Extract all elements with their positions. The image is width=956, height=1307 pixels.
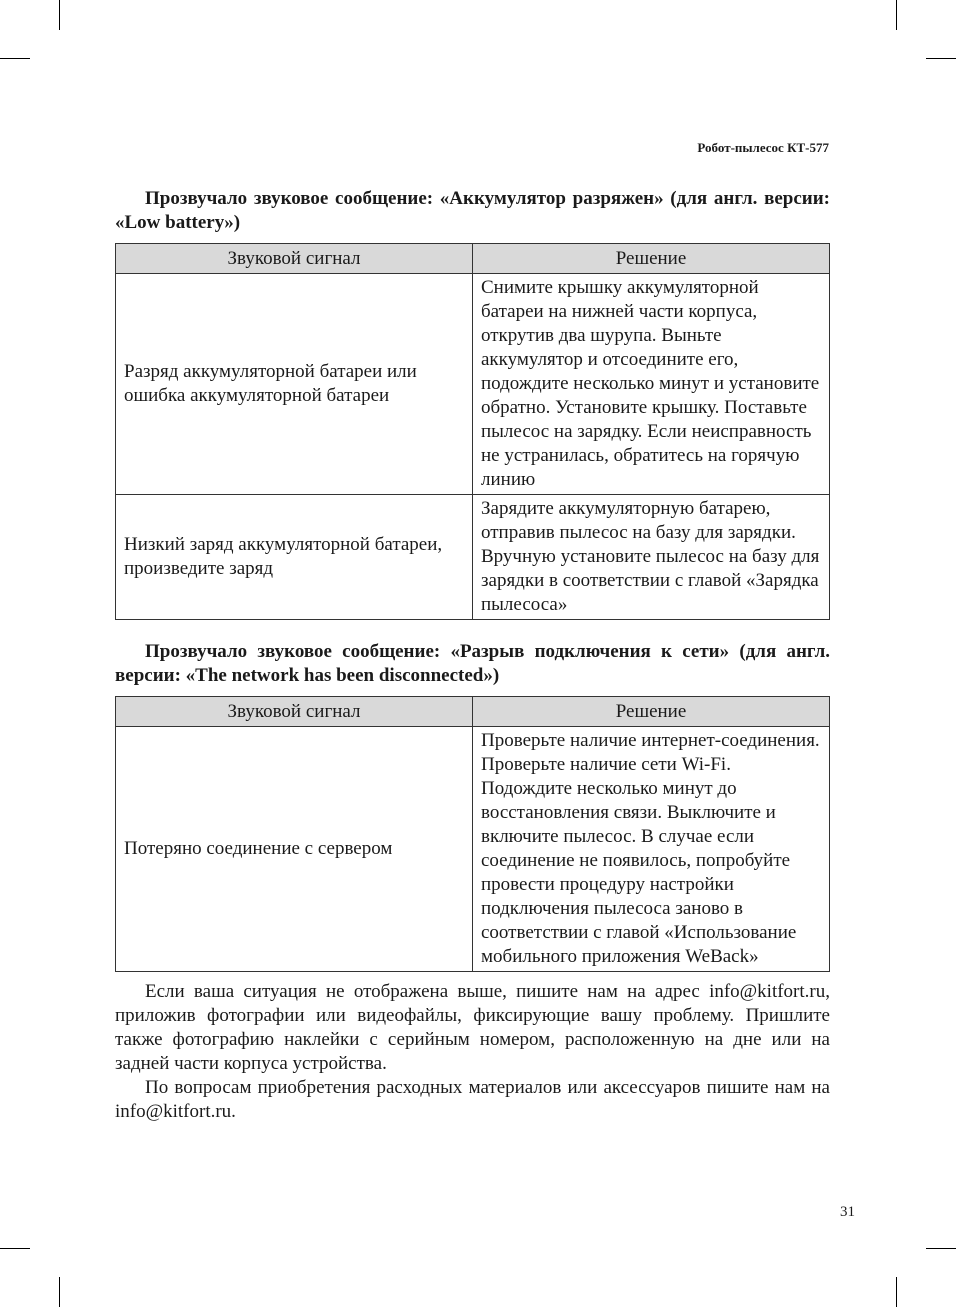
crop-mark	[59, 0, 60, 30]
column-header-signal: Звуковой сигнал	[116, 697, 473, 727]
solution-cell: Проверьте наличие интернет-соединения. Проверьте наличие сети Wi-Fi. Подождите несколько минут до восстановления связи. Выключите и включите пылесос. В случае если соединение не появилось, попробуйте провести процедуру настройки подключения пылесоса заново в соответствии с главой «Использование мобильного приложения WeBack»	[473, 727, 830, 972]
crop-mark	[926, 1248, 956, 1249]
crop-mark	[0, 1248, 30, 1249]
paragraph: По вопросам приобретения расходных материалов или аксессуаров пишите нам на info@kitfort.ru.	[115, 1077, 830, 1122]
table-header-row	[116, 244, 830, 274]
column-header-solution: Решение	[473, 697, 830, 727]
table-row	[116, 727, 830, 972]
section-heading: Прозвучало звуковое сообщение: «Аккумулятор разряжен» (для англ. версии: «Low battery»)	[115, 188, 830, 233]
paragraph: Если ваша ситуация не отображена выше, пишите нам на адрес info@kitfort.ru, приложив фотографии или видеофайлы, фиксирующие вашу проблему. Пришлите также фотографию наклейки с серийным номером, расположенную на дне или на задней части корпуса устройства.	[115, 981, 830, 1074]
page-number: 31	[840, 1204, 855, 1220]
crop-mark	[926, 58, 956, 59]
troubleshooting-table	[115, 696, 830, 972]
section-heading: Прозвучало звуковое сообщение: «Разрыв подключения к сети» (для англ. версии: «The network has been disconnected»)	[115, 641, 830, 686]
signal-cell: Потеряно соединение с сервером	[116, 727, 473, 972]
closing-text	[115, 980, 830, 1124]
page-content	[115, 187, 830, 1124]
crop-mark	[0, 58, 30, 59]
table-header-row	[116, 697, 830, 727]
signal-cell: Низкий заряд аккумуляторной батареи, произведите заряд	[116, 495, 473, 620]
running-title: Робот-пылесос КТ-577	[697, 140, 829, 155]
column-header-solution: Решение	[473, 244, 830, 274]
column-header-signal: Звуковой сигнал	[116, 244, 473, 274]
crop-mark	[59, 1277, 60, 1307]
table-row	[116, 274, 830, 495]
signal-cell: Разряд аккумуляторной батареи или ошибка аккумуляторной батареи	[116, 274, 473, 495]
crop-mark	[896, 0, 897, 30]
troubleshooting-table	[115, 243, 830, 620]
crop-mark	[896, 1277, 897, 1307]
solution-cell: Снимите крышку аккумуляторной батареи на нижней части корпуса, открутив два шурупа. Выньте аккумулятор и отсоедините его, подождите несколько минут и установите обратно. Установите крышку. Поставьте пылесос на зарядку. Если неисправность не устранилась, обратитесь на горячую линию	[473, 274, 830, 495]
solution-cell: Зарядите аккумуляторную батарею, отправив пылесос на базу для зарядки. Вручную установите пылесос на базу для зарядки в соответствии с главой «Зарядка пылесоса»	[473, 495, 830, 620]
table-row	[116, 495, 830, 620]
